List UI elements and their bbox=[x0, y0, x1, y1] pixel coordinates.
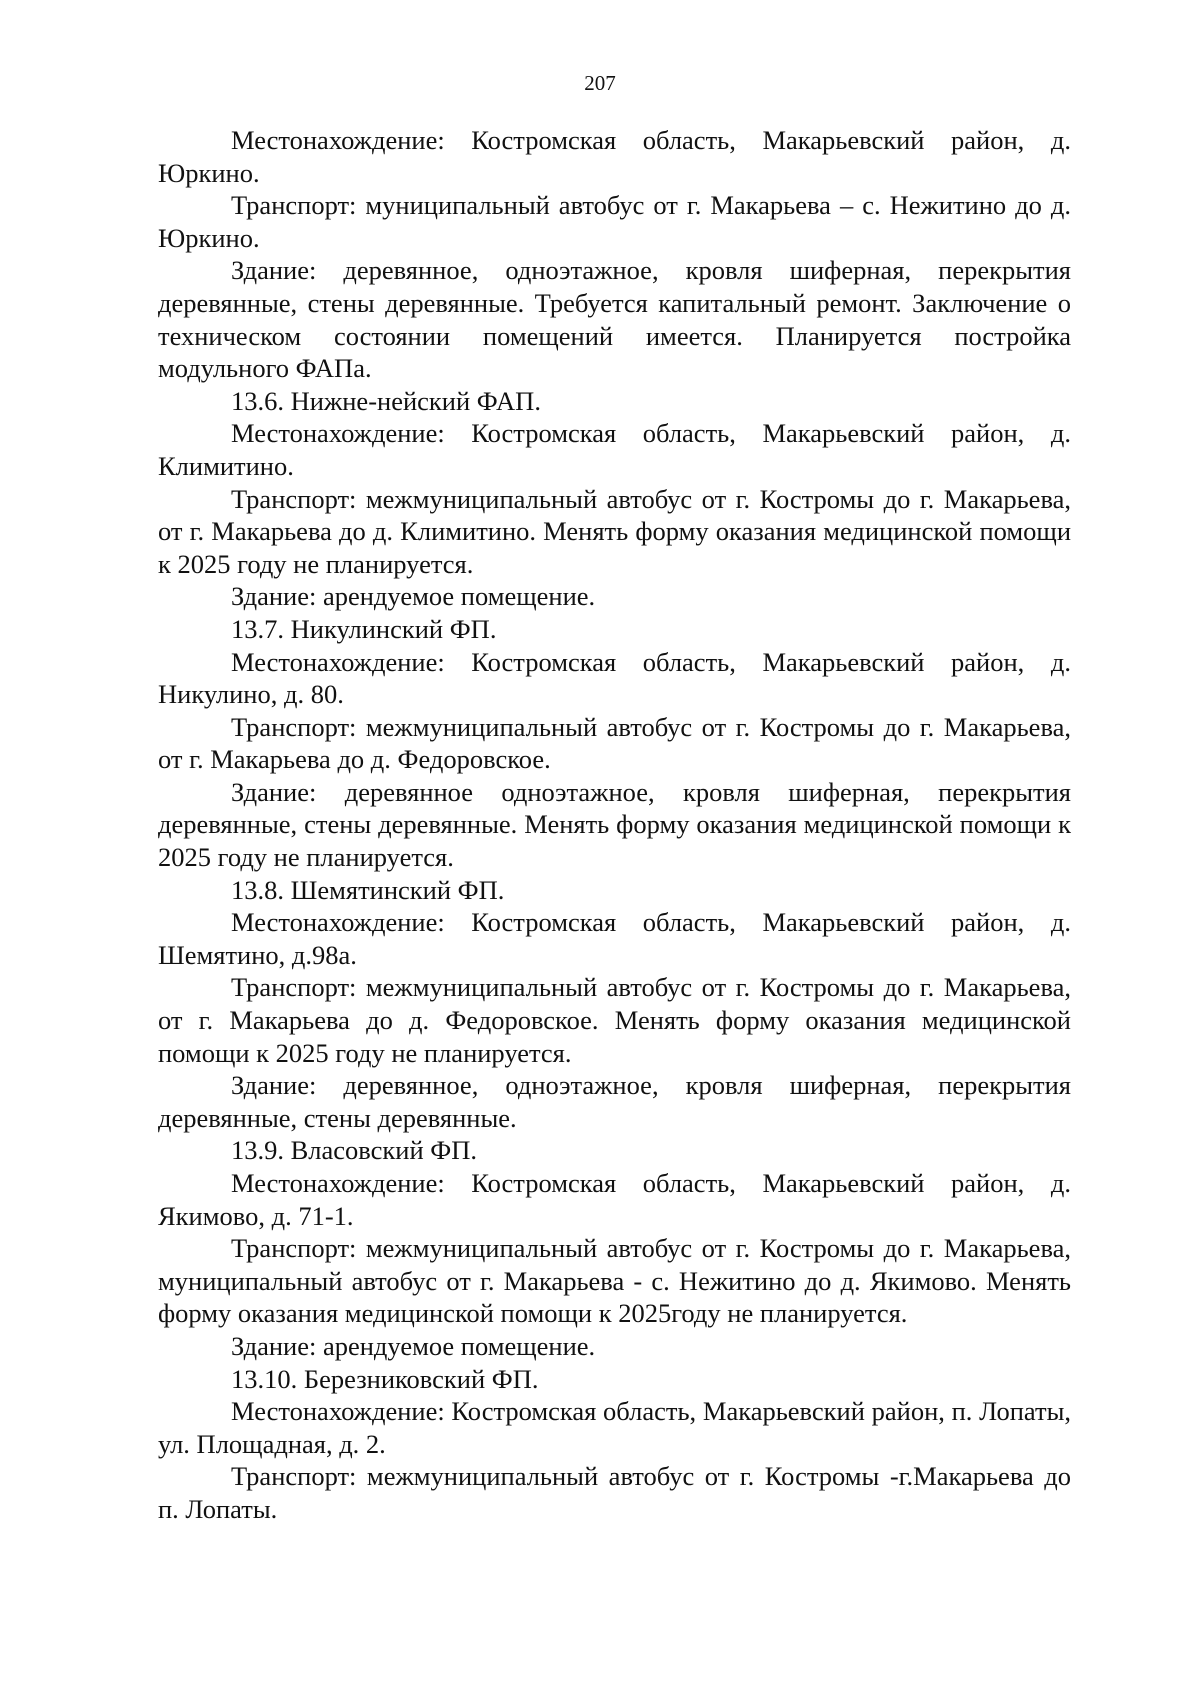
section-heading-13-9: 13.9. Власовский ФП. bbox=[231, 1135, 477, 1166]
paragraph-transport-yurkino: Транспорт: муниципальный автобус от г. Макарьева – с. Нежитино до д. Юркино. bbox=[158, 190, 1071, 253]
paragraph-transport-lopaty: Транспорт: межмуниципальный автобус от г. Костромы -г.Макарьева до п. Лопаты. bbox=[158, 1461, 1071, 1524]
section-heading-13-10: 13.10. Березниковский ФП. bbox=[231, 1363, 539, 1394]
paragraph-building-klimitino: Здание: арендуемое помещение. bbox=[231, 581, 596, 612]
paragraph-location-yurkino: Местонахождение: Костромская область, Макарьевский район, д. Юркино. bbox=[158, 125, 1071, 188]
paragraph-transport-klimitino: Транспорт: межмуниципальный автобус от г. Костромы до г. Макарьева, от г. Макарьева до д. Климитино. Менять форму оказания медицинской помощи к 2025 году не планируется. bbox=[158, 483, 1071, 579]
paragraph-location-shemyatino: Местонахождение: Костромская область, Макарьевский район, д. Шемятино, д.98а. bbox=[158, 907, 1071, 970]
paragraph-building-nikulino: Здание: деревянное одноэтажное, кровля шиферная, перекрытия деревянные, стены деревянные. Менять форму оказания медицинской помощи к 2025 году не планируется. bbox=[158, 776, 1071, 873]
section-heading-13-7: 13.7. Никулинский ФП. bbox=[231, 613, 497, 644]
section-heading-13-6: 13.6. Нижне-нейский ФАП. bbox=[231, 385, 541, 416]
paragraph-location-lopaty: Местонахождение: Костромская область, Макарьевский район, п. Лопаты, ул. Площадная, д. 2. bbox=[158, 1396, 1071, 1459]
section-heading-13-8: 13.8. Шемятинский ФП. bbox=[231, 874, 505, 905]
paragraph-building-yurkino: Здание: деревянное, одноэтажное, кровля шиферная, перекрытия деревянные, стены деревянные. Требуется капитальный ремонт. Заключение о техническом состоянии помещений имеется. Планируется постройка модульного ФАПа. bbox=[158, 255, 1071, 384]
document-body bbox=[158, 124, 1071, 1526]
paragraph-building-yakimovo: Здание: арендуемое помещение. bbox=[231, 1330, 596, 1361]
paragraph-location-klimitino: Местонахождение: Костромская область, Макарьевский район, д. Климитино. bbox=[158, 418, 1071, 481]
paragraph-building-shemyatino: Здание: деревянное, одноэтажное, кровля шиферная, перекрытия деревянные, стены деревянные. bbox=[158, 1070, 1071, 1133]
paragraph-transport-yakimovo: Транспорт: межмуниципальный автобус от г. Костромы до г. Макарьева, муниципальный автобус от г. Макарьева - с. Нежитино до д. Якимово. Менять форму оказания медицинской помощи к 2025году не планируется. bbox=[158, 1233, 1071, 1329]
paragraph-transport-shemyatino: Транспорт: межмуниципальный автобус от г. Костромы до г. Макарьева, от г. Макарьева до д. Федоровское. Менять форму оказания медицинской помощи к 2025 году не планируется. bbox=[158, 972, 1071, 1068]
paragraph-location-yakimovo: Местонахождение: Костромская область, Макарьевский район, д. Якимово, д. 71-1. bbox=[158, 1168, 1071, 1231]
paragraph-location-nikulino: Местонахождение: Костромская область, Макарьевский район, д. Никулино, д. 80. bbox=[158, 646, 1071, 710]
page-number: 207 bbox=[584, 71, 616, 95]
paragraph-transport-nikulino: Транспорт: межмуниципальный автобус от г. Костромы до г. Макарьева, от г. Макарьева до д. Федоровское. bbox=[158, 711, 1071, 775]
